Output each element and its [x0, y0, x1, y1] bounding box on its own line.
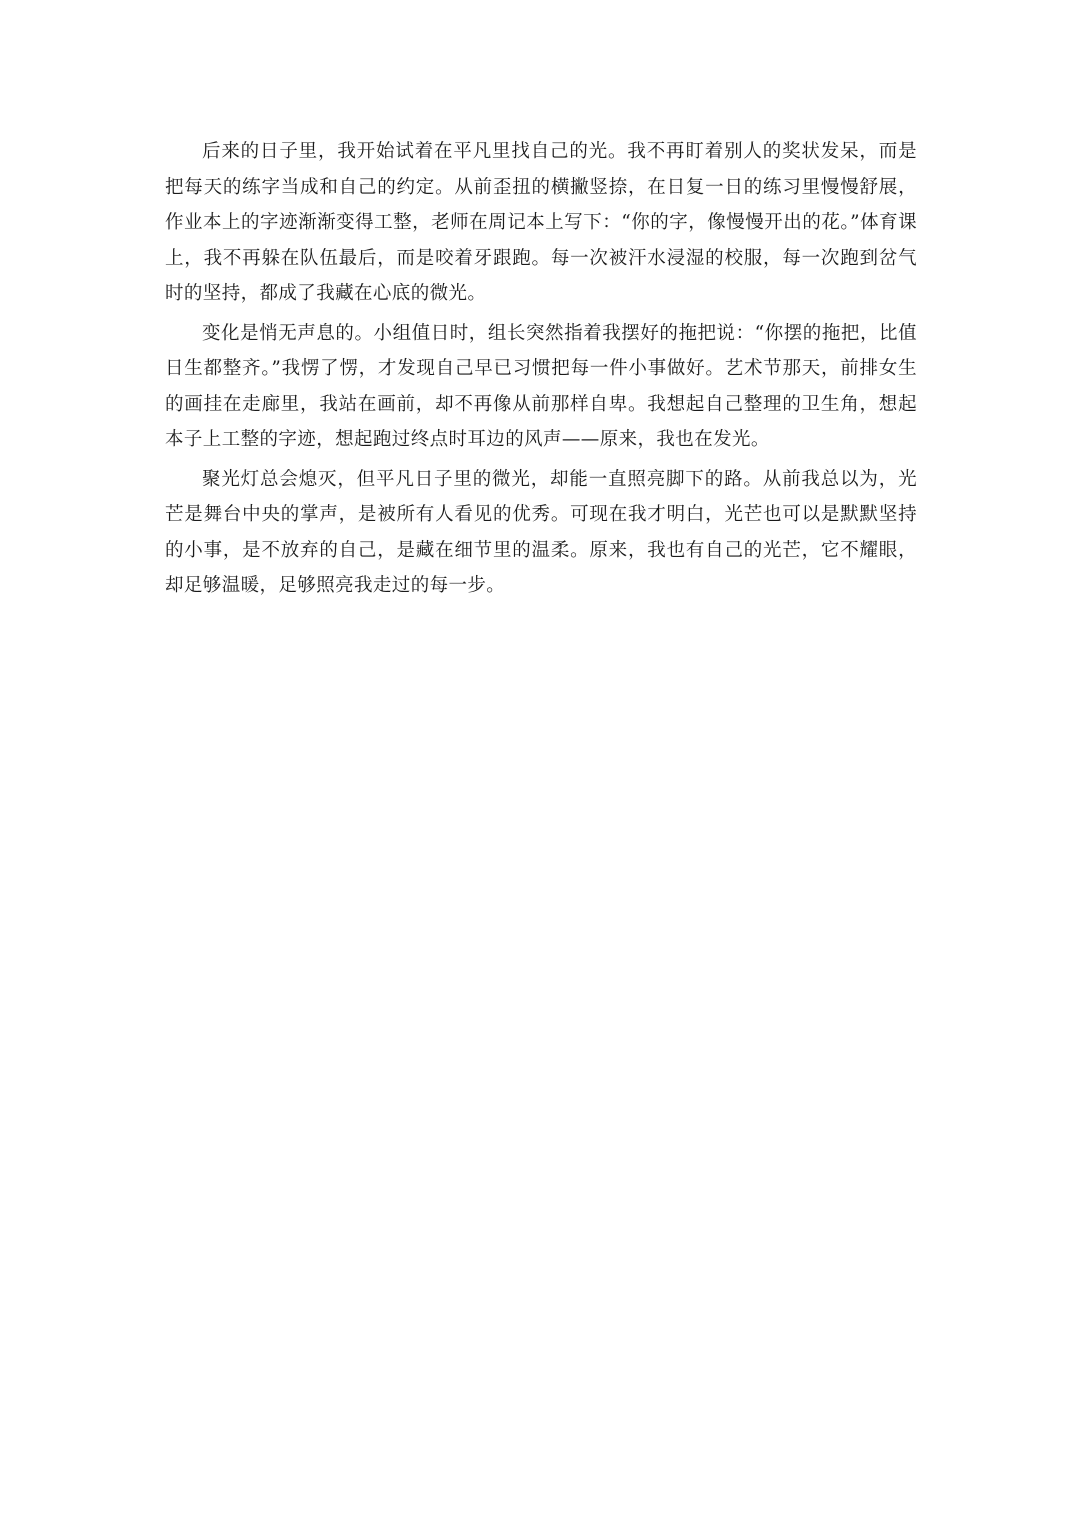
paragraph-1: 后来的日子里，我开始试着在平凡里找自己的光。我不再盯着别人的奖状发呆，而是把每天的练字当成和自己的约定。从前歪扭的横撇竖捺，在日复一日的练习里慢慢舒展，作业本上的字迹渐渐变得工整，老师在周记本上写下：“你的字，像慢慢开出的花。”体育课上，我不再躲在队伍最后，而是咬着牙跟跑。每一次被汗水浸湿的校服，每一次跑到岔气时的坚持，都成了我藏在心底的微光。 [165, 141, 917, 304]
paragraph-2: 变化是悄无声息的。小组值日时，组长突然指着我摆好的拖把说：“你摆的拖把，比值日生都整齐。”我愣了愣，才发现自己早已习惯把每一件小事做好。艺术节那天，前排女生的画挂在走廊里，我站在画前，却不再像从前那样自卑。我想起自己整理的卫生角，想起本子上工整的字迹，想起跑过终点时耳边的风声——原来，我也在发光。 [165, 322, 917, 450]
paragraph-3: 聚光灯总会熄灭，但平凡日子里的微光，却能一直照亮脚下的路。从前我总以为，光芒是舞台中央的掌声，是被所有人看见的优秀。可现在我才明白，光芒也可以是默默坚持的小事，是不放弃的自己，是藏在细节里的温柔。原来，我也有自己的光芒，它不耀眼，却足够温暖，足够照亮我走过的每一步。 [165, 468, 917, 596]
essay-body [165, 134, 917, 608]
